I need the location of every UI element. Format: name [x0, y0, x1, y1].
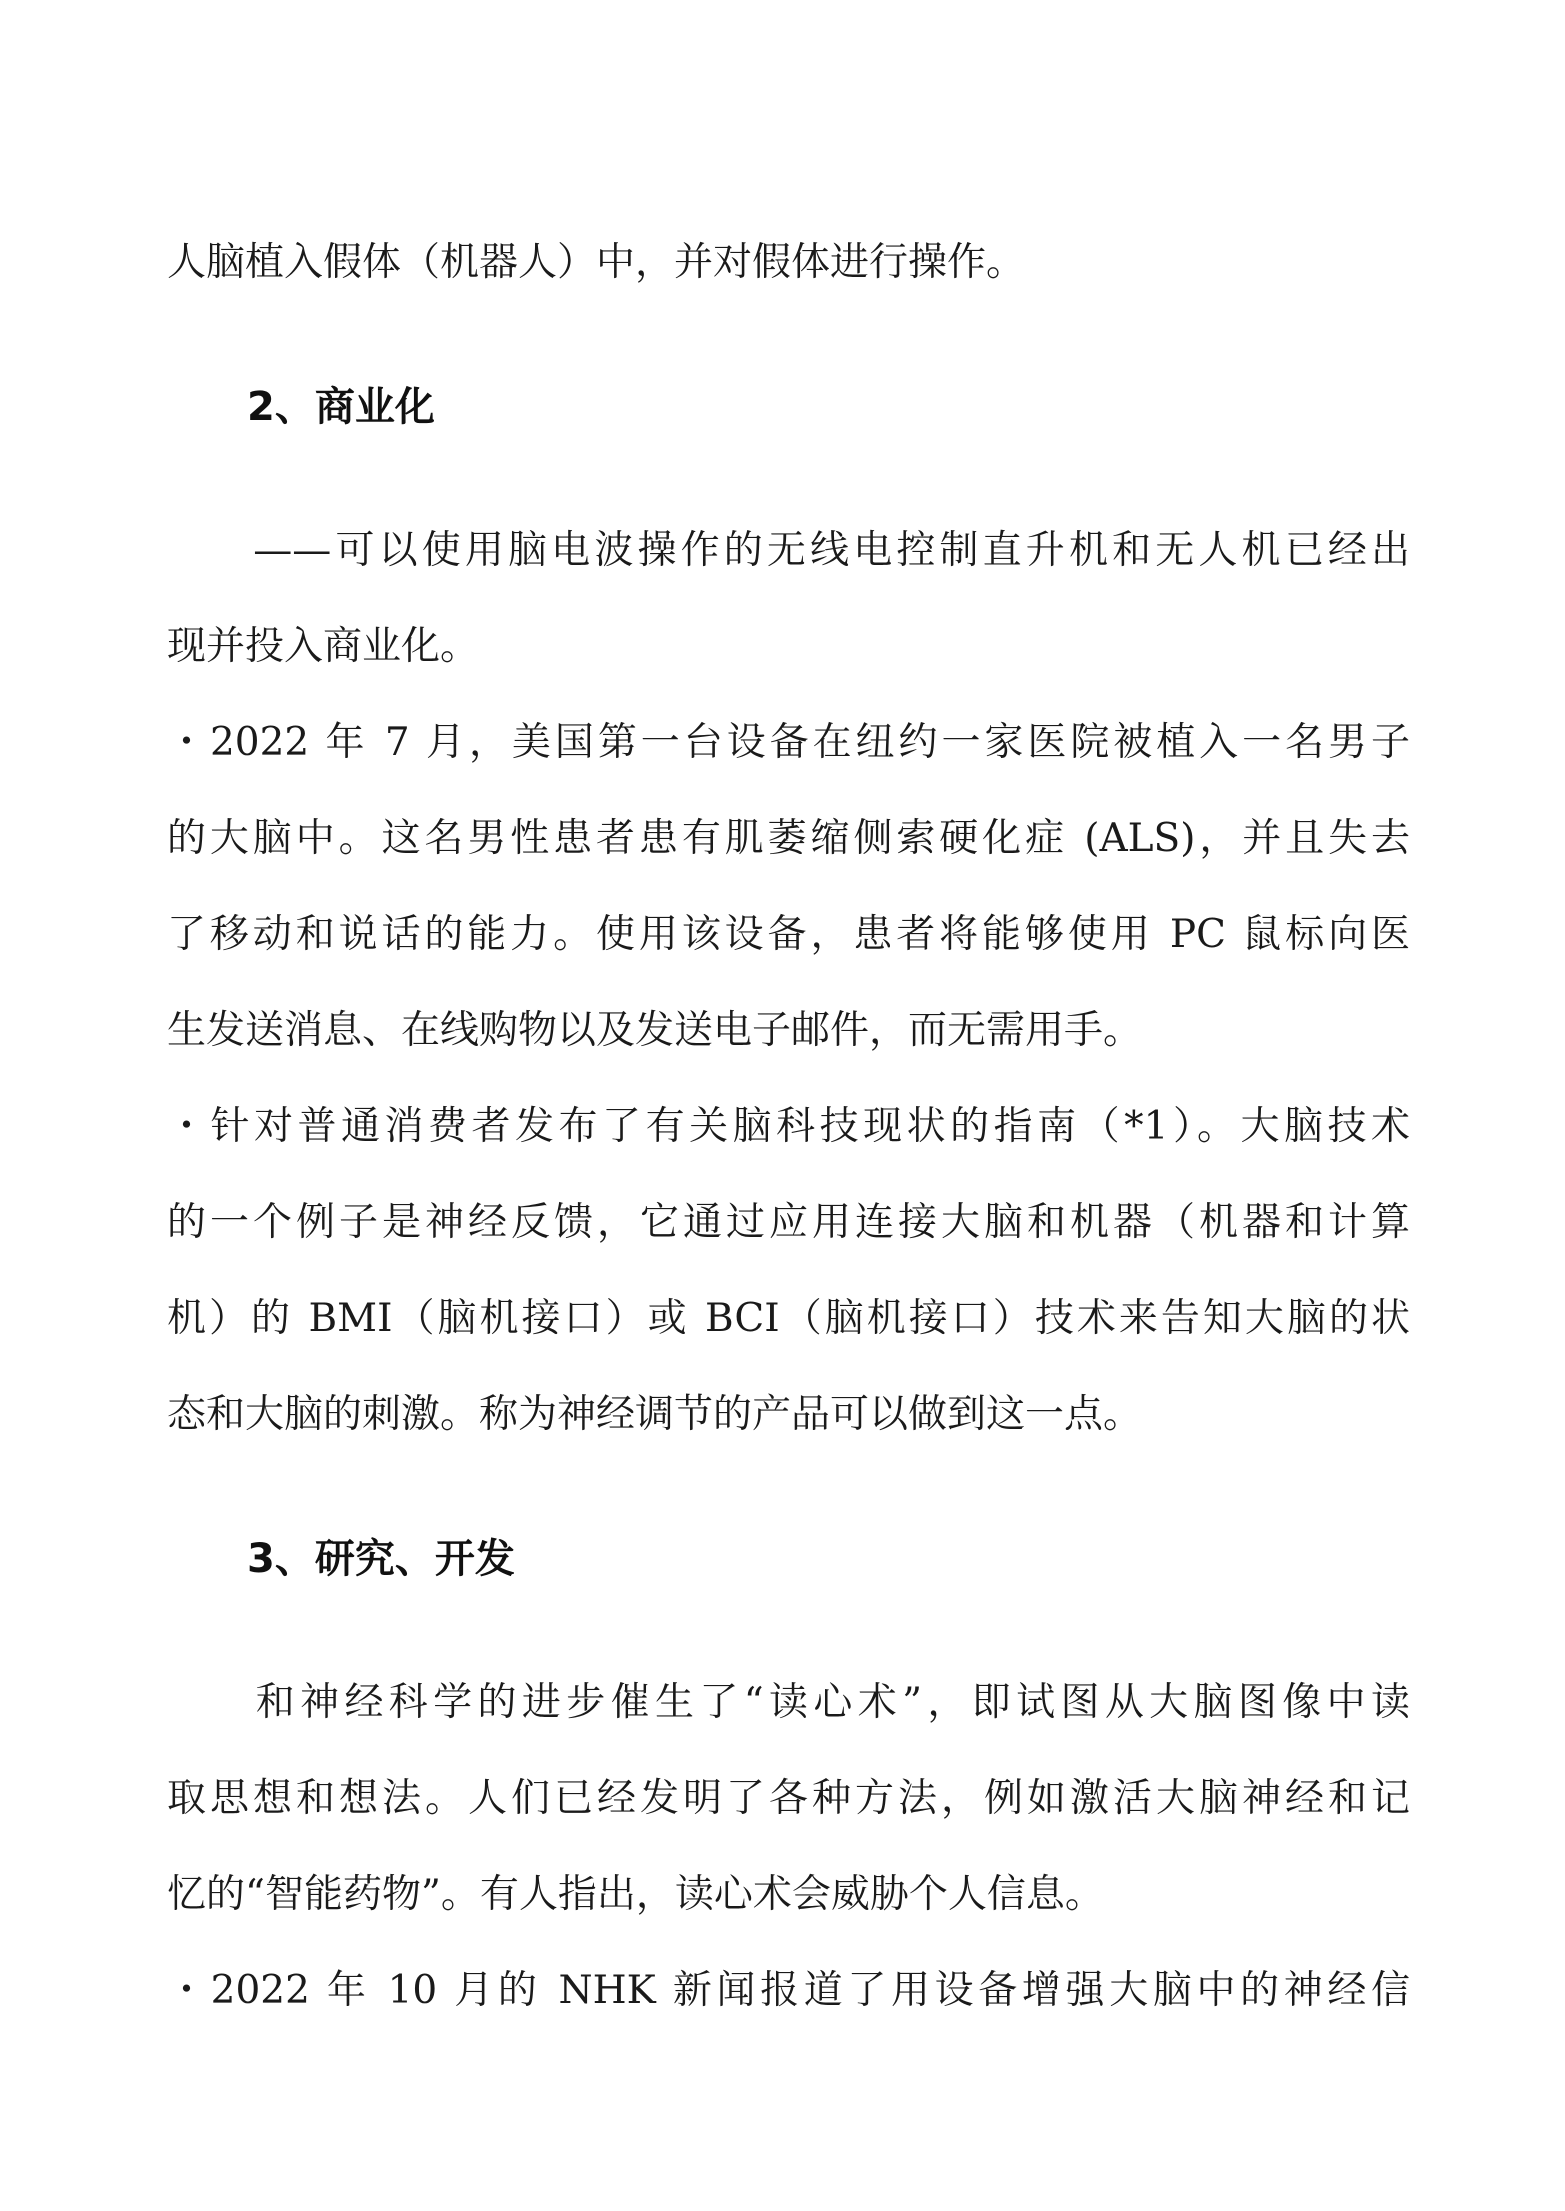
bullet-line: 生发送消息、在线购物以及发送电子邮件，而无需用手。: [167, 1008, 1143, 1053]
paragraph-line: ——可以使用脑电波操作的无线电控制直升机和无人机已经出: [167, 528, 1410, 573]
bullet-line: 机）的 BMI（脑机接口）或 BCI（脑机接口）技术来告知大脑的状: [167, 1296, 1410, 1341]
bullet-line: ・2022 年 7 月，美国第一台设备在纽约一家医院被植入一名男子: [167, 720, 1410, 765]
paragraph-line: 取思想和想法。人们已经发明了各种方法，例如激活大脑神经和记: [167, 1776, 1410, 1821]
bullet-line: 的大脑中。这名男性患者患有肌萎缩侧索硬化症 (ALS)，并且失去: [167, 816, 1410, 861]
bullet-line: ・针对普通消费者发布了有关脑科技现状的指南（*1）。大脑技术: [167, 1104, 1410, 1149]
section-heading: 2、商业化: [247, 384, 435, 430]
paragraph-line: 现并投入商业化。: [167, 624, 480, 669]
bullet-line: ・2022 年 10 月的 NHK 新闻报道了用设备增强大脑中的神经信: [167, 1968, 1410, 2013]
paragraph-line: 人脑植入假体（机器人）中，并对假体进行操作。: [167, 240, 1026, 285]
bullet-line: 的一个例子是神经反馈，它通过应用连接大脑和机器（机器和计算: [167, 1200, 1410, 1245]
paragraph-line: 和神经科学的进步催生了“读心术”，即试图从大脑图像中读: [167, 1680, 1410, 1725]
bullet-line: 了移动和说话的能力。使用该设备，患者将能够使用 PC 鼠标向医: [167, 912, 1410, 957]
paragraph-line: 忆的“智能药物”。有人指出，读心术会威胁个人信息。: [167, 1872, 1104, 1917]
bullet-line: 态和大脑的刺激。称为神经调节的产品可以做到这一点。: [167, 1392, 1143, 1437]
section-heading: 3、研究、开发: [247, 1536, 515, 1582]
